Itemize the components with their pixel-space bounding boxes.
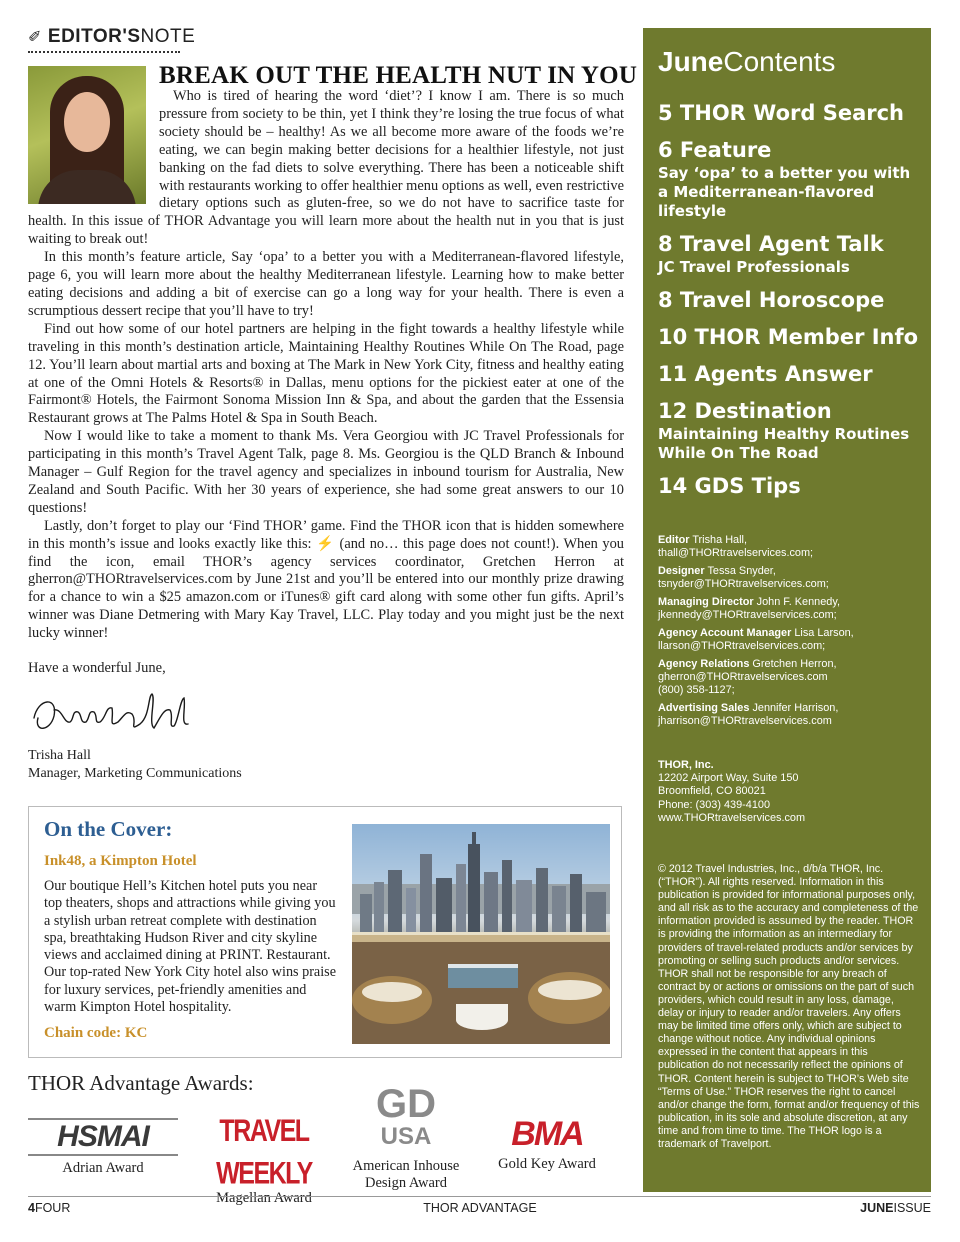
staff-role: Editor bbox=[658, 534, 690, 546]
toc-entry[interactable] bbox=[658, 361, 922, 388]
author-block bbox=[28, 747, 242, 783]
staff-email[interactable]: tsnyder@THORtravelservices.com; bbox=[658, 578, 829, 590]
toc-sub: Say ‘opa’ to a better you with a Mediterranean-flavored lifestyle bbox=[658, 164, 911, 220]
toc-main: 11 Agents Answer bbox=[658, 362, 873, 386]
cover-photo bbox=[352, 824, 610, 1044]
staff-role: Advertising Sales bbox=[658, 702, 750, 714]
award-gd-usa bbox=[344, 1084, 468, 1192]
award-hsmai bbox=[28, 1118, 178, 1177]
staff-phone: (800) 358-1127; bbox=[658, 684, 735, 696]
article-paragraph: Who is tired of hearing the word ‘diet’? I know I am. There is so much pressure from society to be thin, yet I think they’re losing the true focus of what society should be – healthy! As we all become more aware of the foods we’re eating, we can begin making better decisions for a healthier lifestyle, not just banking on the fad diets to solve everything. There has been a noticeable shift with restaurants working to offer healthier menu options as well, even restrictive dietary options such as gluten-free, so we do not have to sacrifice taste for health. In this issue of THOR Advantage you will learn more about the health nut in you that is just waiting to break out! bbox=[28, 88, 624, 248]
closing-line: Have a wonderful June, bbox=[28, 660, 166, 676]
staff-name: John F. Kennedy, bbox=[756, 596, 840, 608]
staff-name: Trisha Hall, bbox=[692, 534, 747, 546]
staff-entry bbox=[658, 658, 922, 697]
toc-main: 5 THOR Word Search bbox=[658, 101, 904, 125]
award-label: Gold Key Award bbox=[498, 1156, 596, 1172]
company-name: THOR, Inc. bbox=[658, 759, 714, 771]
article-paragraph: In this month’s feature article, Say ‘opa’ to a better you with a Mediterranean-flavored lifestyle, page 6, you will learn more about the healthy Mediterranean lifestyle. Learning how to make better eating decisions and adding a bit of exercise can go a long way for your health. There is even a scrumptious dessert recipe that you’ll have to try! bbox=[28, 249, 624, 319]
staff-role: Designer bbox=[658, 565, 705, 577]
article-paragraph: Now I would like to take a moment to thank Ms. Vera Georgiou with JC Travel Professionals for participating in this month’s Travel Agent Talk, page 8. Ms. Georgiou is the QLD Branch & Inbound Manager – Gulf Region for the travel agency and specializes in inbound tourism for Australia, New Zealand and South Pacific. With her 30 years of experience, she had some great answers to our 10 questions! bbox=[28, 428, 624, 516]
staff-role: Agency Relations bbox=[658, 658, 750, 670]
footer-page-num: 4 bbox=[28, 1201, 35, 1215]
hsmai-logo: HSMAI bbox=[28, 1118, 178, 1156]
toc-entry[interactable] bbox=[658, 137, 922, 221]
staff-email[interactable]: jharrison@THORtravelservices.com bbox=[658, 715, 832, 727]
table-of-contents bbox=[658, 100, 922, 500]
cover-title: On the Cover: bbox=[44, 817, 173, 841]
bma-logo: BMA bbox=[511, 1115, 583, 1153]
staff-role: Managing Director bbox=[658, 596, 754, 608]
staff-entry bbox=[658, 534, 922, 560]
award-label: American Inhouse bbox=[352, 1158, 460, 1174]
award-bma bbox=[484, 1116, 610, 1173]
toc-main: 6 Feature bbox=[658, 138, 772, 162]
toc-main: 14 GDS Tips bbox=[658, 474, 801, 498]
toc-main: 8 Travel Horoscope bbox=[658, 288, 885, 312]
toc-entry[interactable] bbox=[658, 398, 922, 463]
staff-name: Lisa Larson, bbox=[794, 627, 854, 639]
company-website[interactable]: www.THORtravelservices.com bbox=[658, 811, 806, 824]
staff-list bbox=[658, 534, 922, 733]
toc-main: 12 Destination bbox=[658, 399, 832, 423]
staff-entry bbox=[658, 627, 922, 653]
footer-issue-light: ISSUE bbox=[893, 1201, 931, 1215]
award-label: Magellan Award bbox=[216, 1190, 312, 1206]
footer-rule bbox=[28, 1196, 931, 1197]
cover-hotel: Ink48, a Kimpton Hotel bbox=[44, 853, 197, 869]
cover-chain-code: Chain code: KC bbox=[44, 1025, 148, 1041]
staff-email[interactable]: gherron@THORtravelservices.com bbox=[658, 671, 828, 683]
section-header-light: NOTE bbox=[140, 26, 196, 47]
staff-email[interactable]: jkennedy@THORtravelservices.com; bbox=[658, 609, 837, 621]
contents-title-bold: June bbox=[658, 46, 724, 77]
company-info bbox=[658, 759, 922, 825]
company-address2: Broomfield, CO 80021 bbox=[658, 785, 766, 798]
author-name: Trisha Hall bbox=[28, 748, 91, 763]
pen-icon: ✐ bbox=[28, 29, 42, 46]
header-rule bbox=[28, 51, 180, 53]
article-headline: BREAK OUT THE HEALTH NUT IN YOU bbox=[159, 62, 638, 89]
section-header bbox=[28, 26, 195, 48]
footer-issue-bold: JUNE bbox=[860, 1201, 894, 1215]
article-paragraph: Lastly, don’t forget to play our ‘Find THOR’ game. Find the THOR icon that is hidden somewhere in this month’s issue and looks exactly like this: ⚡ (and no… this page does not count!). When you find the icon, email THOR’s agency services coordinator, Gretchen Herron at gherron@THORtravelservices.com by June 21st and you’ll be entered into our monthly prize drawing for a chance to win a $25 amazon.com or iTunes® gift card along with some other fun gifts. April’s winner was Diane Detmering with Mary Kay Travel, LLC. Play today and you might just be the next lucky winner! bbox=[28, 517, 624, 642]
staff-email[interactable]: llarson@THORtravelservices.com; bbox=[658, 640, 826, 652]
award-label: Adrian Award bbox=[62, 1160, 144, 1176]
toc-main: 8 Travel Agent Talk bbox=[658, 232, 884, 256]
footer-page-word: FOUR bbox=[34, 1201, 71, 1215]
staff-name: Tessa Snyder, bbox=[707, 565, 776, 577]
company-address1: 12202 Airport Way, Suite 150 bbox=[658, 772, 799, 785]
toc-entry[interactable] bbox=[658, 324, 922, 351]
staff-name: Jennifer Harrison, bbox=[752, 702, 839, 714]
company-phone: Phone: (303) 439-4100 bbox=[658, 798, 771, 811]
award-travel-weekly bbox=[192, 1113, 336, 1207]
toc-entry[interactable] bbox=[658, 100, 922, 127]
gd-usa-logo-bottom: USA bbox=[380, 1123, 432, 1150]
legal-notice: © 2012 Travel Industries, Inc., d/b/a THOR, Inc. (“THOR”). All rights reserved. Information in this publication is provided for informational purposes only, and all risk as to the accuracy and completeness of the information provided is assumed by the reader. THOR is providing the information as an intermediary for providers of travel-related products and/or services by promoting or selling such products and/or services. THOR shall not be responsible for any breach of contract by or actions or omissions on the part of such providers, which could result in any loss, damage, delay or injury to reader and/or travelers. Any offers may be limited time offers only, which are subject to change without notice. Any individual opinions expressed in the content that appears in this publication do not necessarily reflect the opinions of THOR. Content herein is subject to THOR’s Web site “Terms of Use.” THOR reserves the right to cancel and/or change the form, format and/or frequency of this publication, in its sole and absolute discretion, at any time and from time to time. The THOR logo is a trademark of Travelport. bbox=[658, 863, 920, 1150]
section-header-bold: EDITOR'S bbox=[47, 26, 141, 47]
awards-title: THOR Advantage Awards: bbox=[28, 1071, 254, 1095]
footer-issue bbox=[860, 1201, 931, 1215]
gd-usa-logo-top: GD bbox=[376, 1082, 436, 1126]
contents-title bbox=[658, 46, 835, 78]
footer-publication: THOR ADVANTAGE bbox=[423, 1201, 537, 1215]
toc-sub: JC Travel Professionals bbox=[658, 258, 850, 276]
signature bbox=[28, 688, 198, 745]
travel-weekly-logo: TRAVEL WEEKLY bbox=[216, 1113, 312, 1191]
article-paragraph: Find out how some of our hotel partners are helping in the fight towards a healthy lifestyle while traveling in this month’s destination article, Maintaining Healthy Routines While On The Road, page 12. You’ll learn about martial arts and boxing at The Mark in New York City, fitness and healthy eating at one of the Omni Hotels & Resorts® in Dallas, menu options for the pickiest eater at one of the Fairmont® Hotels, the Fairmont Sonoma Mission Inn & Spa, and about the garden that the Essensia Restaurant grows at The Palms Hotel & Spa in South Beach. bbox=[28, 320, 624, 427]
staff-role: Agency Account Manager bbox=[658, 627, 792, 639]
toc-entry[interactable] bbox=[658, 473, 922, 500]
contents-title-light: Contents bbox=[723, 46, 836, 77]
award-label-line2: Design Award bbox=[364, 1175, 448, 1191]
cover-description: Our boutique Hell’s Kitchen hotel puts you near top theaters, shops and attractions while giving you a stylish urban retreat complete with destination spa, breathtaking Hudson River and city skyline views and acclaimed dining at PRINT. Restaurant. Our top-rated New York City hotel also wins praise for luxury services, pet-friendly amenities and warm Kimpton Hotel hospitality. bbox=[44, 878, 336, 1016]
staff-email[interactable]: thall@THORtravelservices.com; bbox=[658, 547, 814, 559]
staff-name: Gretchen Herron, bbox=[752, 658, 837, 670]
toc-entry[interactable] bbox=[658, 231, 922, 277]
staff-entry bbox=[658, 596, 922, 622]
toc-sub: Maintaining Healthy Routines While On The Road bbox=[658, 425, 910, 462]
staff-entry bbox=[658, 702, 922, 728]
toc-entry[interactable] bbox=[658, 287, 922, 314]
author-title: Manager, Marketing Communications bbox=[28, 766, 242, 781]
article-body bbox=[28, 88, 624, 643]
toc-main: 10 THOR Member Info bbox=[658, 325, 919, 349]
staff-entry bbox=[658, 565, 922, 591]
